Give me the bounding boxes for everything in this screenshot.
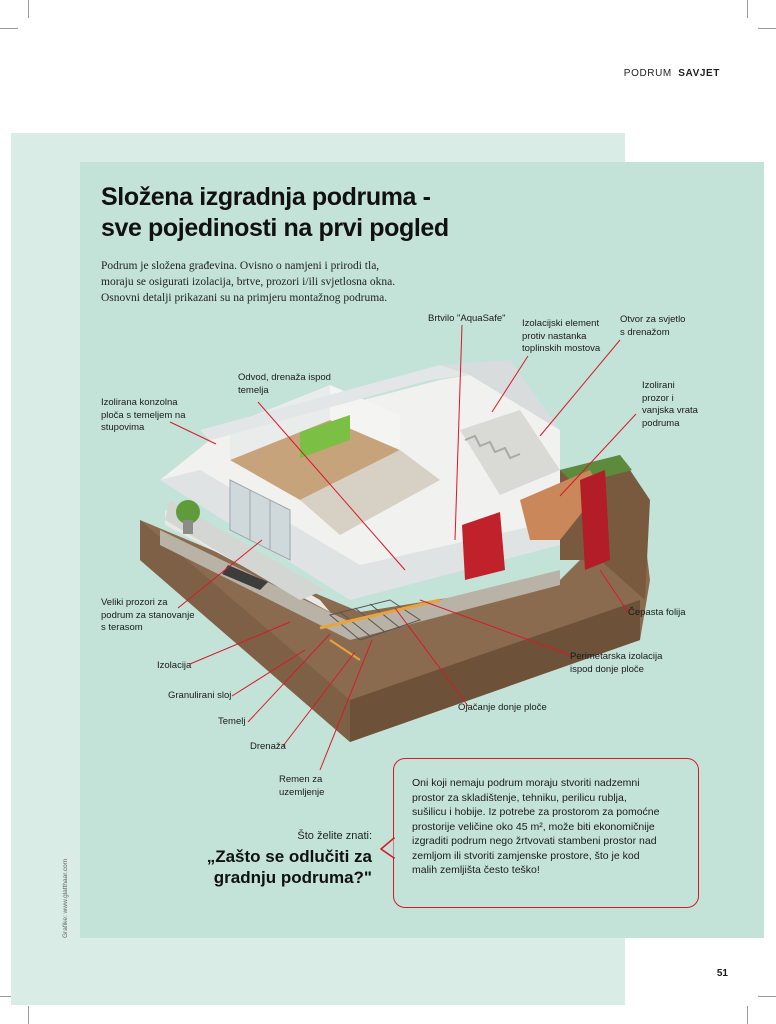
label-izolirani-prozor bbox=[642, 380, 698, 430]
answer-line: zemljom ili stvoriti zamjenske prostore, što je kod bbox=[412, 849, 640, 862]
label-line: podrum za stanovanje bbox=[101, 609, 195, 621]
header-section: PODRUM bbox=[623, 68, 672, 79]
label-line: Perimetarska izolacija bbox=[570, 651, 663, 662]
label-izolacija bbox=[157, 660, 191, 673]
label-line: podruma bbox=[642, 417, 680, 429]
label-konzolna bbox=[101, 397, 185, 435]
answer-line: sušilicu i hobije. Iz potrebe za prostorom za pomoćne bbox=[412, 806, 660, 818]
label-line: Drenaža bbox=[250, 741, 286, 752]
label-line: ploča s temeljem na bbox=[101, 409, 186, 421]
question-title bbox=[112, 846, 372, 888]
label-line: Odvod, drenaža ispod bbox=[238, 372, 331, 383]
label-line: Izolacija bbox=[157, 660, 192, 671]
label-line: ispod donje ploče bbox=[570, 663, 644, 675]
label-veliki-prozori bbox=[101, 597, 194, 635]
title-line: Složena izgradnja podruma - bbox=[101, 183, 431, 211]
label-line: vanjska vrata bbox=[642, 405, 698, 416]
label-remen bbox=[279, 774, 324, 799]
label-line: Veliki prozori za bbox=[101, 597, 168, 608]
label-line: Otvor za svjetlo bbox=[620, 314, 686, 325]
label-line: temelja bbox=[238, 384, 269, 396]
question-kicker: Što želite znati: bbox=[297, 830, 372, 842]
label-odvod bbox=[238, 372, 331, 397]
label-line: Čepasta folija bbox=[628, 607, 686, 618]
label-line: prozor i bbox=[642, 392, 674, 404]
label-drenaza bbox=[250, 741, 286, 754]
label-otvor bbox=[620, 314, 685, 339]
question-line: „Zašto se odlučiti za bbox=[206, 847, 372, 866]
label-line: s terasom bbox=[101, 622, 143, 633]
label-cepasta bbox=[628, 607, 686, 620]
label-line: Izolirana konzolna bbox=[101, 397, 178, 408]
label-line: Izolacijski element bbox=[522, 318, 600, 329]
label-line: protiv nastanka bbox=[522, 330, 587, 342]
header-subsection: SAVJET bbox=[678, 68, 720, 79]
intro-line: Podrum je složena građevina. Ovisno o namjeni i prirodi tla, bbox=[101, 260, 380, 272]
title-line: sve pojedinosti na prvi pogled bbox=[101, 214, 449, 242]
intro-line: Osnovni detalji prikazani su na primjeru montažnog podruma. bbox=[101, 292, 388, 304]
label-line: Ojačanje donje ploče bbox=[458, 702, 547, 713]
dimpled-membrane bbox=[580, 470, 610, 570]
label-line: Izolirani bbox=[642, 380, 675, 391]
label-izolacijski-element bbox=[522, 318, 600, 356]
label-perimetarska bbox=[570, 651, 662, 676]
page-number: 51 bbox=[716, 968, 728, 979]
answer-line: malih zemljišta često teško! bbox=[412, 864, 540, 876]
intro-line: moraju se osigurati izolacija, brtve, prozori i/ili svjetlosna okna. bbox=[101, 276, 396, 288]
answer-line: izgraditi podrum nego žrtvovati stambeni prostor nad bbox=[412, 835, 657, 847]
answer-line: Oni koji nemaju podrum moraju stvoriti nadzemni bbox=[412, 777, 640, 789]
label-line: Granulirani sloj bbox=[168, 690, 232, 701]
answer-line: prostor za skladištenje, tehniku, perilicu rublja, bbox=[412, 791, 627, 804]
label-temelj bbox=[218, 716, 245, 729]
question-line: gradnju podruma?" bbox=[213, 868, 372, 887]
label-line: stupovima bbox=[101, 422, 145, 433]
label-line: toplinskih mostova bbox=[522, 343, 601, 354]
answer-line: prostorije veličine oko 45 m², može biti ekonomičnije bbox=[412, 820, 655, 833]
image-credit: Grafike: www.glatthaar.com bbox=[62, 858, 69, 938]
label-ojacanje bbox=[458, 702, 547, 715]
label-line: s drenažom bbox=[620, 326, 670, 338]
label-line: Brtvilo "AquaSafe" bbox=[428, 313, 506, 324]
answer-text bbox=[412, 776, 692, 878]
label-granulirani bbox=[168, 690, 231, 703]
label-brtvilo bbox=[428, 313, 506, 326]
label-line: uzemljenje bbox=[279, 786, 325, 798]
question-block bbox=[112, 830, 372, 888]
label-line: Remen za bbox=[279, 774, 323, 785]
label-line: Temelj bbox=[218, 716, 246, 727]
